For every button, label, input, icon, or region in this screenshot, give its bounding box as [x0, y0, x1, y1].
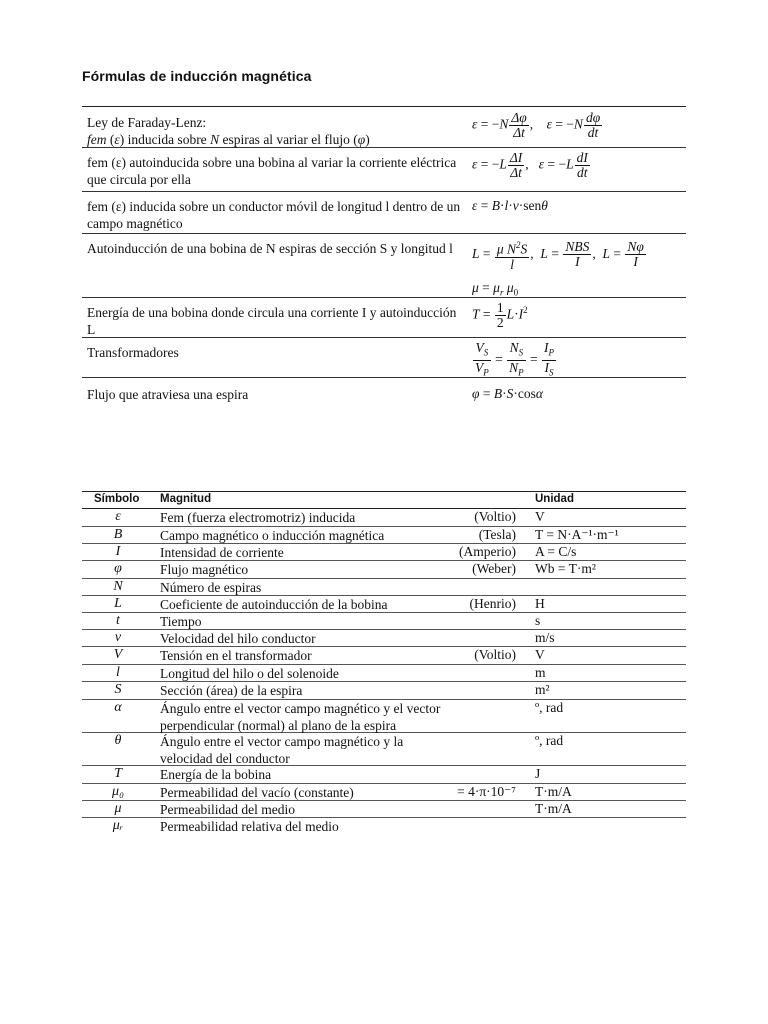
formula-row-moving-conductor	[82, 192, 686, 234]
formula-desc: fem (ε) autoinducida sobre una bobina al variar la corriente eléctrica que circula por ella	[87, 155, 457, 187]
unit-cell: J	[535, 766, 541, 781]
symbol-cell: ε	[115, 509, 121, 524]
table-row	[82, 801, 686, 818]
magnitude-cell: Tiempo	[160, 614, 202, 629]
magnitude-cell: Permeabilidad del medio	[160, 802, 295, 817]
table-row	[82, 630, 686, 647]
symbol-table-header	[82, 491, 686, 509]
header-magnitude: Magnitud	[160, 493, 212, 505]
table-row	[82, 561, 686, 579]
symbol-cell: φ	[114, 561, 122, 576]
table-row	[82, 579, 686, 596]
table-row	[82, 647, 686, 665]
table-row	[82, 527, 686, 544]
formula-row-energy	[82, 298, 686, 338]
unit-name-cell: (Tesla)	[478, 527, 516, 542]
unit-cell: Wb = T·m²	[535, 561, 596, 576]
formula-row-transformers	[82, 338, 686, 378]
magnitude-cell: Sección (área) de la espira	[160, 683, 303, 698]
formula-desc: Autoinducción de una bobina de N espiras de sección S y longitud l	[87, 241, 453, 256]
table-row	[82, 733, 686, 766]
magnitude-cell: Fem (fuerza electromotriz) inducida	[160, 510, 356, 525]
table-row	[82, 766, 686, 784]
unit-name-cell: (Voltio)	[474, 647, 516, 662]
unit-cell: A = C/s	[535, 544, 577, 559]
table-row	[82, 544, 686, 561]
unit-cell: V	[535, 509, 545, 524]
formula-desc: Flujo que atraviesa una espira	[87, 387, 249, 402]
symbol-cell: V	[113, 647, 123, 662]
symbol-cell: I	[115, 544, 121, 559]
formula-row-faraday	[82, 107, 686, 148]
formula-desc: Transformadores	[87, 345, 179, 360]
page-title: Fórmulas de inducción magnética	[82, 68, 312, 84]
unit-cell: m/s	[535, 630, 555, 645]
unit-name-cell: (Weber)	[472, 561, 516, 576]
formula-row-autoinduced	[82, 148, 686, 192]
formula-expression: φ = B·S·cosα	[472, 386, 543, 401]
symbol-cell: l	[116, 665, 120, 680]
unit-cell: H	[535, 596, 545, 611]
unit-name-cell: (Voltio)	[474, 509, 516, 524]
table-row	[82, 613, 686, 630]
magnitude-cell: Número de espiras	[160, 580, 262, 595]
table-row	[82, 784, 686, 801]
unit-cell: T·m/A	[535, 801, 572, 816]
magnitude-cell: Tensión en el transformador	[160, 648, 312, 663]
formula-expression: T = $\frac{1}{2}$ $L\cdot I^2$	[472, 300, 528, 330]
formula-desc: Energía de una bobina donde circula una corriente I y autoinducción L	[87, 305, 457, 337]
formula-expression: ε = −N $\frac{\Delta\varphi}{\Delta t}$ , ε = −N $\frac{d\varphi}{dt}$	[472, 110, 601, 140]
table-row	[82, 596, 686, 613]
symbol-cell: μᵣ	[112, 818, 124, 833]
unit-name-cell: (Henrio)	[469, 596, 516, 611]
magnitude-cell: Ángulo entre el vector campo magnético y la velocidad del conductor	[160, 734, 404, 766]
symbol-cell: L	[114, 596, 122, 611]
unit-cell: º, rad	[535, 700, 564, 715]
formula-row-self-inductance	[82, 234, 686, 298]
formula-desc-2: fem (ε) inducida sobre N espiras al variar el flujo (φ)	[87, 132, 370, 147]
magnitude-cell: Permeabilidad del vacío (constante)	[160, 785, 354, 800]
symbol-cell: μ	[114, 801, 122, 816]
magnitude-cell: Longitud del hilo o del solenoide	[160, 666, 339, 681]
formula-expression: L = $\frac{\mu N^2S}{l}$ , L = $\frac{\text{NBS}}{I}$ , L = $\frac{N\varphi}{I}$ $\mu = \mu_r$ $\mu_0$	[472, 239, 644, 298]
formula-row-flux	[82, 378, 686, 408]
table-row	[82, 509, 686, 527]
unit-cell: T·m/A	[535, 784, 572, 799]
formula-expression: $\frac{V_S}{V_P}$ = $\frac{N_S}{N_P}$ = $\frac{I_P}{I_S}$	[475, 340, 555, 378]
magnitude-cell: Campo magnético o inducción magnética	[160, 528, 385, 543]
symbol-table	[82, 491, 686, 835]
symbol-table-body	[82, 509, 686, 835]
table-row	[82, 682, 686, 700]
unit-name-cell: (Amperio)	[459, 544, 516, 559]
symbol-cell: θ	[114, 733, 122, 748]
table-row	[82, 700, 686, 733]
magnitude-cell: Velocidad del hilo conductor	[160, 631, 316, 646]
symbol-cell: T	[114, 766, 122, 781]
formula-desc: Ley de Faraday-Lenz:	[87, 115, 207, 130]
unit-cell: s	[535, 613, 541, 628]
magnitude-cell: Energía de la bobina	[160, 767, 272, 782]
unit-cell: º, rad	[535, 733, 564, 748]
table-row	[82, 818, 686, 835]
symbol-cell: v	[114, 630, 122, 645]
symbol-cell: B	[113, 527, 123, 542]
magnitude-cell: Flujo magnético	[160, 562, 249, 577]
table-row	[82, 665, 686, 682]
formula-expression: ε = −L $\frac{\Delta I}{\Delta t}$ , ε = −L $\frac{dI}{dt}$	[472, 150, 588, 180]
header-unit: Unidad	[535, 493, 574, 505]
unit-cell: V	[535, 647, 545, 662]
symbol-cell: t	[116, 613, 120, 628]
unit-cell: m	[535, 665, 546, 680]
symbol-cell: μ₀	[112, 784, 124, 799]
magnitude-cell: Ángulo entre el vector campo magnético y el vector perpendicular (normal) al plano de la espira	[160, 701, 441, 733]
formula-table	[82, 106, 686, 408]
unit-name-cell: = 4·π·10⁻⁷	[457, 784, 516, 799]
magnitude-cell: Intensidad de corriente	[160, 545, 284, 560]
unit-cell: T = N·A⁻¹·m⁻¹	[535, 527, 619, 542]
formula-desc: fem (ε) inducida sobre un conductor móvil de longitud l dentro de un campo magnético	[87, 199, 461, 231]
magnitude-cell: Coeficiente de autoinducción de la bobina	[160, 597, 388, 612]
header-symbol: Símbolo	[94, 493, 140, 505]
magnitude-cell: Permeabilidad relativa del medio	[160, 819, 339, 834]
formula-expression: ε = B·l·v·senθ	[472, 198, 548, 213]
symbol-cell: α	[114, 700, 122, 715]
unit-cell: m²	[535, 682, 550, 697]
symbol-cell: N	[113, 579, 123, 594]
symbol-cell: S	[114, 682, 122, 697]
